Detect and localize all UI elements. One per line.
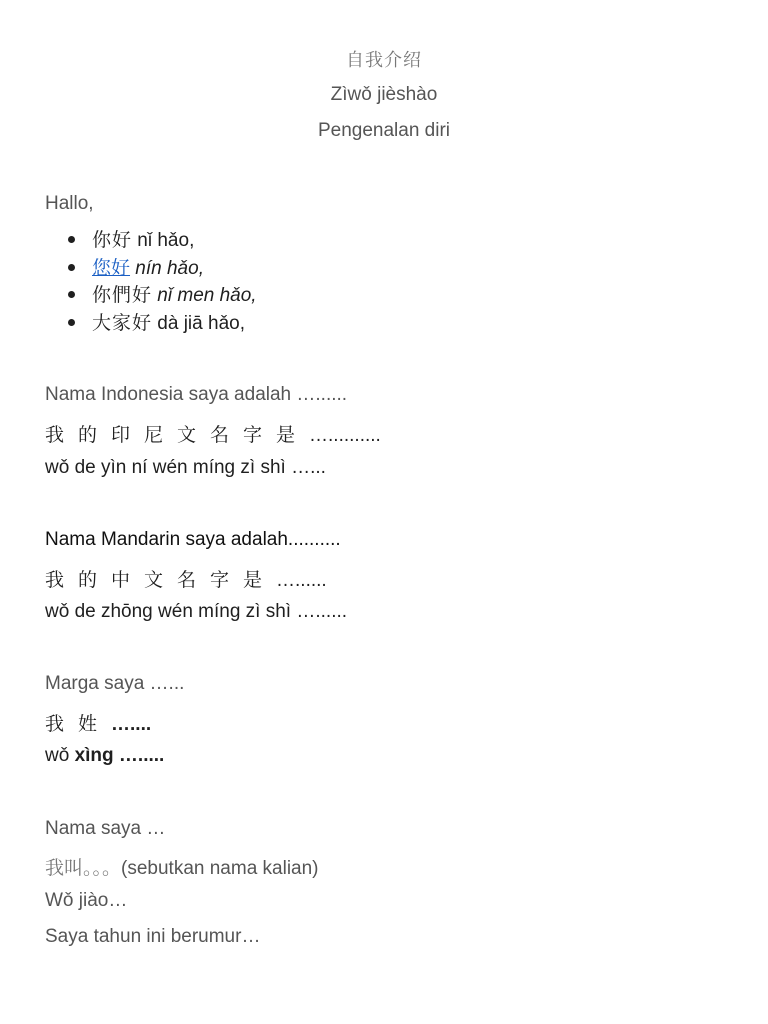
- greeting-pinyin: nǐ hǎo,: [137, 230, 195, 251]
- mandarin-name-hanzi-suffix: …......: [276, 570, 327, 591]
- surname-hanzi-line: [45, 709, 151, 736]
- greeting-pinyin: nǐ men hǎo,: [157, 285, 257, 306]
- bullet-icon: [68, 236, 75, 243]
- indo-name-hanzi-line: [45, 420, 381, 447]
- mandarin-name-label: Nama Mandarin saya adalah..........: [45, 529, 341, 550]
- greeting-list: [68, 227, 257, 337]
- greeting-pinyin: dà jiā hǎo,: [157, 312, 245, 334]
- name-hanzi-note: (sebutkan nama kalian): [121, 858, 319, 879]
- name-hanzi: 我叫。。。: [45, 857, 122, 879]
- surname-label: Marga saya …...: [45, 673, 185, 694]
- title-pinyin: Zìwǒ jièshào: [330, 84, 438, 105]
- list-item: [68, 282, 257, 310]
- greeting-hanzi: 你們好: [92, 284, 153, 306]
- indo-name-hanzi: 我的印尼文名字是: [45, 424, 310, 446]
- title-hanzi: 自我介绍: [346, 50, 422, 71]
- indo-name-label: Nama Indonesia saya adalah …......: [45, 384, 348, 405]
- list-item: [68, 227, 257, 255]
- list-item: [68, 255, 257, 283]
- name-label: Nama saya …: [45, 818, 166, 839]
- age-line: Saya tahun ini berumur…: [45, 926, 261, 947]
- name-pinyin: Wǒ jiào…: [45, 890, 128, 911]
- list-item: [68, 310, 257, 338]
- greeting-hanzi: 你好: [92, 229, 133, 251]
- greeting-pinyin: nín hǎo,: [135, 257, 204, 279]
- bullet-icon: [68, 264, 75, 271]
- bullet-icon: [68, 291, 75, 298]
- indo-name-pinyin: wǒ de yìn ní wén míng zì shì …...: [45, 457, 326, 478]
- indo-name-hanzi-suffix: …..........: [309, 425, 381, 446]
- mandarin-name-pinyin: wǒ de zhōng wén míng zì shì …......: [45, 601, 348, 622]
- title-indonesian: Pengenalan diri: [317, 120, 451, 141]
- name-hanzi-line: [45, 853, 319, 880]
- surname-hanzi-suffix: …....: [111, 714, 152, 735]
- bullet-icon: [68, 319, 75, 326]
- greeting-hallo: Hallo,: [45, 193, 94, 214]
- surname-pinyin-line: [45, 745, 164, 767]
- greeting-hanzi: 大家好: [92, 311, 153, 334]
- surname-pinyin-bold: xìng ….....: [74, 745, 165, 766]
- surname-pinyin-prefix: wǒ: [45, 745, 70, 766]
- mandarin-name-hanzi: 我的中文名字是: [45, 569, 277, 591]
- greeting-link[interactable]: 您好: [92, 256, 131, 279]
- mandarin-name-hanzi-line: [45, 565, 327, 592]
- surname-hanzi: 我姓: [45, 713, 112, 735]
